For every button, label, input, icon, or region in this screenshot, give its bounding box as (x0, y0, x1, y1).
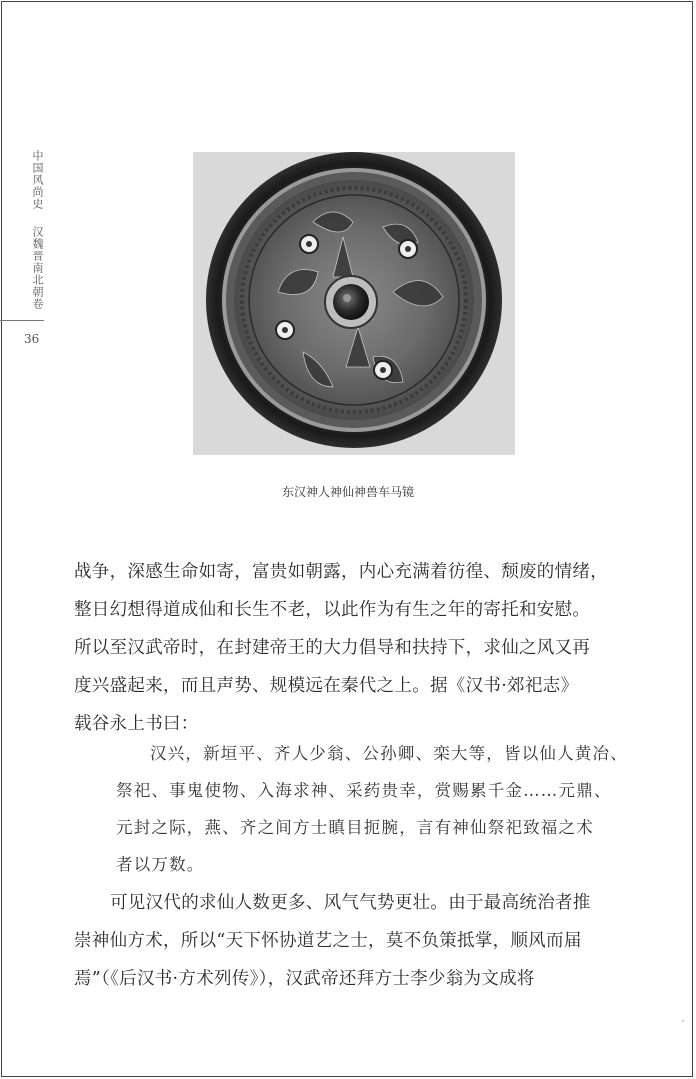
paragraph-1 (74, 553, 644, 743)
running-head-volume-title: 汉魏晋南北朝卷 (31, 226, 44, 310)
header-rule (0, 320, 44, 321)
figure-caption: 东汉神人神仙神兽车马镜 (281, 485, 414, 499)
text-line: 载谷永上书曰： (74, 714, 199, 734)
running-head-book-title: 中国风尚史 (31, 150, 44, 210)
bronze-mirror-photo (193, 152, 515, 455)
paragraph-3 (74, 884, 644, 998)
text-line: 整日幻想得道成仙和长生不老，以此作为有生之年的寄托和安慰。 (74, 600, 591, 620)
block-quote (116, 735, 656, 883)
bronze-mirror-illustration (193, 152, 515, 455)
quote-line: 汉兴，新垣平、齐人少翁、公孙卿、栾大等，皆以仙人黄冶、 (150, 744, 628, 763)
text-line: 度兴盛起来，而且声势、规模远在秦代之上。据《汉书·郊祀志》 (74, 676, 579, 696)
speck (682, 1020, 684, 1022)
text-line: 所以至汉武帝时，在封建帝王的大力倡导和扶持下，求仙之风又再 (74, 638, 591, 658)
quote-line: 祭祀、事鬼使物、入海求神、采药贵幸，赏赐累千金……元鼎、 (116, 781, 612, 800)
text-line: 可见汉代的求仙人数更多、风气气势更壮。由于最高统治者推 (110, 893, 591, 913)
quote-line: 元封之际，燕、齐之间方士瞋目扼腕，言有神仙祭祀致福之术 (116, 818, 594, 837)
text-line: 焉”（《后汉书·方术列传》），汉武帝还拜方士李少翁为文成将 (74, 969, 535, 989)
text-line: 崇神仙方术，所以“天下怀协道艺之士，莫不负策抵掌，顺风而届 (74, 931, 582, 951)
text-line: 战争，深感生命如寄，富贵如朝露，内心充满着彷徨、颓废的情绪， (74, 562, 608, 582)
page-number: 36 (24, 332, 40, 346)
quote-line: 者以万数。 (116, 855, 205, 874)
